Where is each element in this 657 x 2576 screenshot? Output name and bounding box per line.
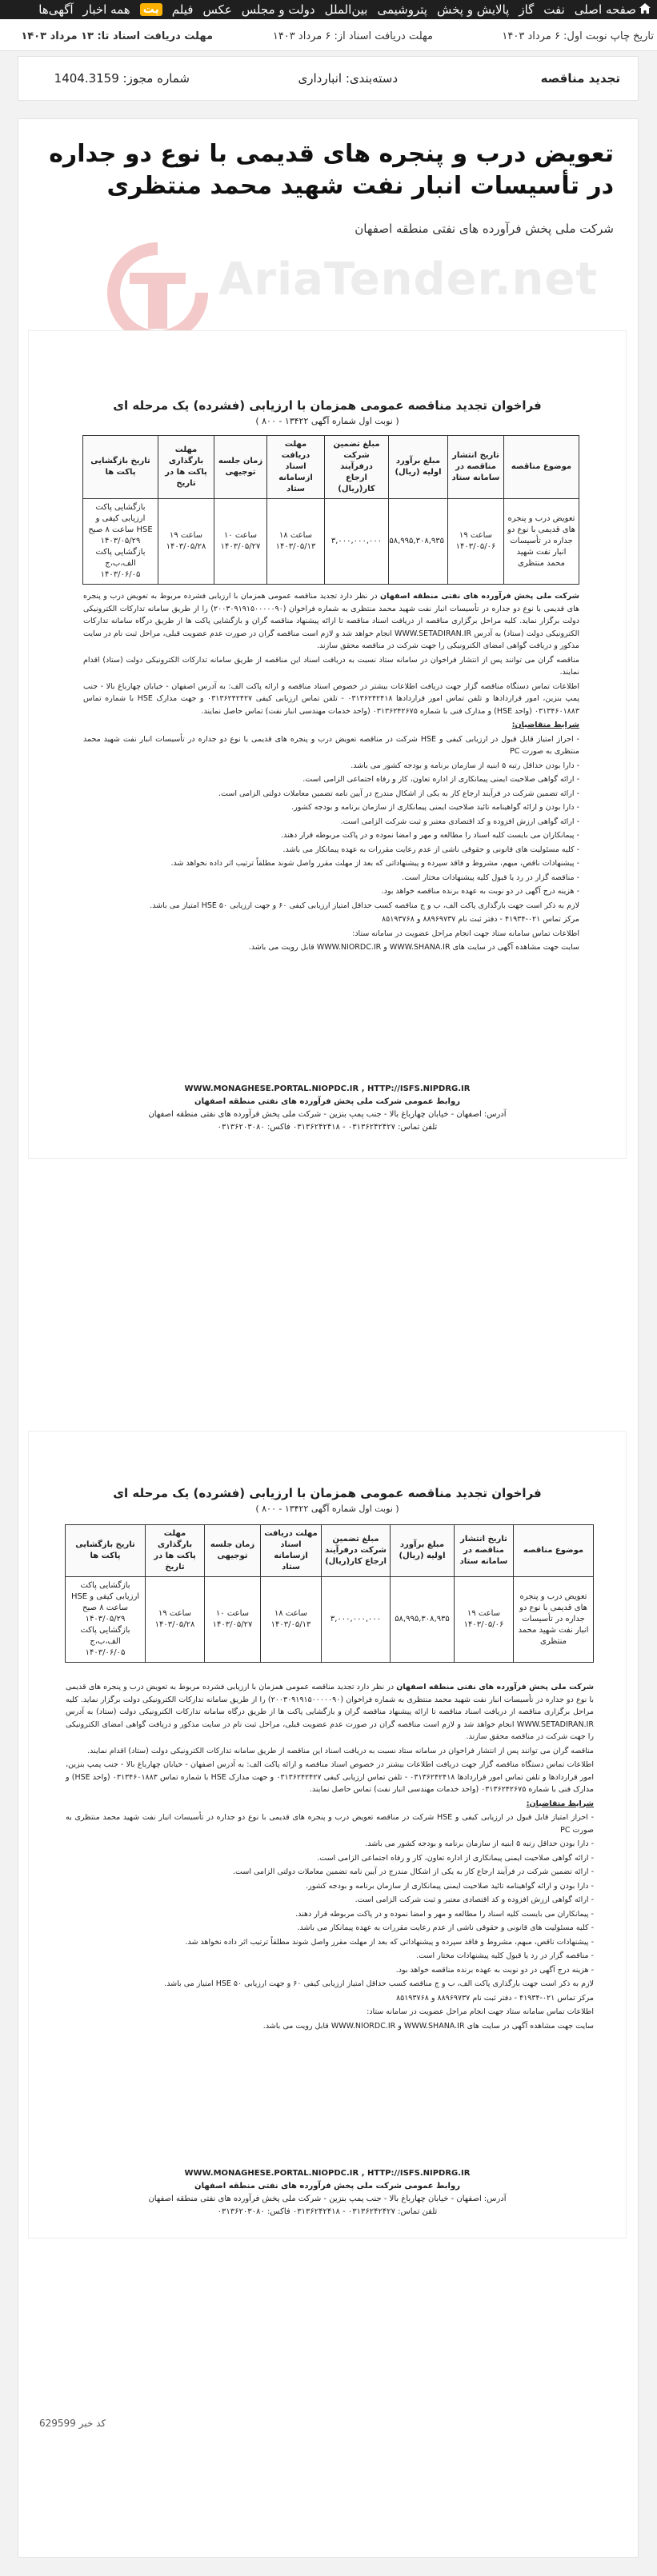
table-header-cell: تاریخ بازگشایی پاکت ها <box>66 1525 146 1577</box>
doc-intro-lead: شرکت ملی پخش فرآورده های نفتی منطقه اصفهان <box>380 592 579 601</box>
nav-item-government[interactable]: دولت و مجلس <box>241 2 315 17</box>
doc-paragraph: لازم به ذکر است جهت بارگذاری پاکت الف، ب و ج مناقصه کسب حداقل امتیاز ارزیابی کیفی ۶۰ و جهت ارزیابی HSE ۵۰ امتیاز می باشد. <box>164 1979 594 1988</box>
doc-subheading: ( نوبت اول شماره آگهی ۱۳۴۲۲ - ۸۰۰ ) <box>255 1504 399 1514</box>
doc-subheading: ( نوبت اول شماره آگهی ۱۳۴۲۲ - ۸۰۰ ) <box>255 416 399 426</box>
table-cell: ساعت ۱۹ ۱۴۰۳/۰۵/۲۸ <box>146 1577 205 1663</box>
doc-paragraph: اطلاعات تماس دستگاه مناقصه گزار جهت دریافت اطلاعات بیشتر در خصوص اسناد مناقصه و ارائه پاکت الف: به آدرس اصفهان - خیابان چهارباغ بالا - جنب پمپ بنزین، امور قراردادها و تلفن تماس امور قراردادها ۰۳۱۳۶۲۴۲۴۱۸ - تلفن تماس ارزیابی کیفی ۰۳۱۳۶۲۴۲۴۲۷ و جهت مدارک HSE با شماره تماس ۰۳۱۳۴۶۰۱۸۸۳ (واحد HSE) و مدارک فنی با شماره ۰۳۱۳۶۲۴۲۶۷۵ (واحد خدمات مهندسی انبار نفت) تماس حاصل نمایند. <box>66 1760 594 1794</box>
doc-body <box>66 1681 594 2034</box>
news-code <box>39 2418 106 2429</box>
receive-until-date: مهلت دریافت اسناد تا: ۱۳ مرداد ۱۴۰۳ <box>21 30 213 42</box>
doc-paragraph: - پیشنهادات ناقص، مبهم، مشروط و فاقد سپرده و پیشنهاداتی که بعد از مهلت مقرر واصل شوند مطلقاً ترتیب اثر داده نخواهد شد. <box>185 1937 594 1947</box>
doc-footer <box>29 2167 626 2219</box>
table-row <box>66 1577 594 1663</box>
doc-footer-phone: تلفن تماس: ۰۳۱۳۶۲۴۲۴۲۷ - ۰۳۱۳۶۲۴۲۴۱۸ فاکس: ۰۳۱۳۶۲۰۳۰۸۰ <box>217 2207 438 2216</box>
receive-from-date: مهلت دریافت اسناد از: ۶ مرداد ۱۴۰۳ <box>272 30 433 42</box>
tender-card <box>18 118 639 2558</box>
tender-table <box>65 1524 594 1663</box>
doc-body <box>83 590 579 956</box>
doc-paragraph: - پیمانکاران می بایست کلیه اسناد را مطالعه و مهر و امضا نموده و در پاکت مربوطه قرار دهند. <box>281 831 579 840</box>
doc-paragraph: شرایط متقاضیان: <box>526 1799 594 1808</box>
home-icon <box>639 2 651 17</box>
doc-paragraph: - ارائه تضمین شرکت در فرآیند ارجاع کار به یکی از اشکال مندرج در آیین نامه تضمین معاملات دولتی الزامی است. <box>218 789 579 798</box>
nav-item-ads[interactable]: آگهی‌ها <box>38 2 74 17</box>
news-code-value: 629599 <box>39 2418 76 2429</box>
doc-footer-name: روابط عمومی شرکت ملی پخش فرآورده های نفتی منطقه اصفهان <box>194 2182 460 2191</box>
doc-paragraph: اطلاعات تماس سامانه ستاد جهت انجام مراحل عضویت در سامانه ستاد: <box>352 929 579 938</box>
table-header-cell: موضوع مناقصه <box>504 436 579 499</box>
table-header-cell: مبلغ تضمین شرکت درفرآیند ارجاع کار(ریال) <box>322 1525 391 1577</box>
doc-paragraph: - دارا بودن و ارائه گواهینامه تائید صلاحیت ایمنی پیمانکاری از سازمان برنامه و بودجه کشور. <box>306 1881 594 1891</box>
site-logo[interactable]: پت <box>140 3 162 16</box>
doc-paragraph: - هزینه درج آگهی در دو نوبت به عهده برنده مناقصه خواهد بود. <box>381 887 579 896</box>
tender-info-bar <box>18 56 639 101</box>
table-cell: بازگشایی پاکت ارزیابی کیفی و HSE ساعت ۸ صبح ۱۴۰۳/۰۵/۲۹ بازگشایی پاکت الف،ب،ج ۱۴۰۳/۰۶/۰۵ <box>83 499 158 585</box>
doc-paragraph: مناقصه گران می توانند پس از انتشار فراخوان در سامانه ستاد نسبت به دریافت اسناد این مناقصه از طریق سامانه تدارکات الکترونیکی دولت (ستاد) اقدام نمایند. <box>87 1746 594 1755</box>
nav-home-label: صفحه اصلی <box>574 2 636 17</box>
table-cell: ۳,۰۰۰,۰۰۰,۰۰۰ <box>322 1577 391 1663</box>
tender-scan-1 <box>28 330 627 1159</box>
table-header-cell: مبلغ تضمین شرکت درفرآیند ارجاع کار(ریال) <box>325 436 389 499</box>
doc-paragraph: - ارائه گواهی ارزش افزوده و کد اقتصادی معتبر و ثبت شرکت الزامی است. <box>355 1895 594 1904</box>
doc-paragraph: مناقصه گران می توانند پس از انتشار فراخوان در سامانه ستاد نسبت به دریافت اسناد این مناقصه از طریق سامانه تدارکات الکترونیکی دولت (ستاد) اقدام نمایند. <box>83 655 579 677</box>
table-cell: ساعت ۱۰ ۱۴۰۳/۰۵/۲۷ <box>214 499 267 585</box>
doc-footer <box>29 1083 626 1134</box>
table-header-cell: مهلت دریافت اسناد ازسامانه ستاد <box>267 436 325 499</box>
table-header-row <box>66 1525 594 1577</box>
doc-footer-address: آدرس: اصفهان - خیابان چهارباغ بالا - جنب پمپ بنزین - شرکت ملی پخش فرآورده های نفتی منطقه اصفهان <box>148 2195 507 2203</box>
table-cell: تعویض درب و پنجره های قدیمی با نوع دو جداره در تأسیسات انبار نفت شهید محمد منتظری <box>514 1577 594 1663</box>
doc-paragraph: - پیمانکاران می بایست کلیه اسناد را مطالعه و مهر و امضا نموده و در پاکت مربوطه قرار دهند. <box>295 1909 594 1919</box>
tender-title: تعویض درب و پنجره های قدیمی با نوع دو جداره در تأسیسات انبار نفت شهید محمد منتظری <box>49 140 614 200</box>
doc-paragraph: - احراز امتیاز قابل قبول در ارزیابی کیفی و HSE شرکت در مناقصه تعویض درب و پنجره های قدیمی با نوع دو جداره در تأسیسات انبار نفت شهید محمد منتظری به صورت PC <box>83 734 579 756</box>
doc-intro: در نظر دارد تجدید مناقصه عمومی همزمان با ارزیابی فشرده مربوط به تعویض درب و پنجره های قدیمی با نوع دو جداره در تأسیسات انبار نفت شهید محمد منتظری به شماره فراخوان (۲۰۰۳۰۹۱۹۱۵۰۰۰۰۰۹۰) را از طریق سامانه تدارکات الکترونیکی دولت برگزار نماید. کلیه مراحل برگزاری مناقصه از دریافت اسناد مناقصه تا ارائه پیشنهاد مناقصه گران و بازگشایی پاکت ها از طریق درگاه سامانه تدارکات الکترونیکی دولت (ستاد) به آدرس WWW.SETADIRAN.IR انجام خواهد شد و لازم است مناقصه گران در صورت عدم عضویت قبلی، مراحل ثبت نام در سایت مذکور و دریافت گواهی امضای الکترونیکی را جهت شرکت در مناقصه محقق سازند. <box>83 592 580 650</box>
table-header-cell: مبلغ برآورد اولیه (ریال) <box>391 1525 455 1577</box>
watermark-logo-icon <box>102 241 214 340</box>
doc-footer-address: آدرس: اصفهان - خیابان چهارباغ بالا - جنب پمپ بنزین - شرکت ملی پخش فرآورده های نفتی منطقه اصفهان <box>148 1110 507 1119</box>
table-cell: بازگشایی پاکت ارزیابی کیفی و HSE ساعت ۸ صبح ۱۴۰۳/۰۵/۲۹ بازگشایی پاکت الف،ب،ج ۱۴۰۳/۰۶/۰۵ <box>66 1577 146 1663</box>
doc-paragraph: - ارائه گواهی صلاحیت ایمنی پیمانکاری از اداره تعاون، کار و رفاه اجتماعی الزامی است. <box>317 1853 594 1863</box>
doc-paragraph: مرکز تماس ۰۲۱-۴۱۹۳۴ - دفتر ثبت نام ۸۸۹۶۹۷۳۷ و ۸۵۱۹۳۷۶۸ <box>396 1993 594 2003</box>
doc-paragraph: - کلیه مسئولیت های قانونی و حقوقی ناشی از عدم رعایت مقررات به عهده پیمانکار می باشد. <box>282 845 579 854</box>
tender-scan-2 <box>28 1431 627 2239</box>
tender-dates <box>0 19 657 51</box>
table-cell: ساعت ۱۰ ۱۴۰۳/۰۵/۲۷ <box>205 1577 261 1663</box>
table-cell: ۵۸,۹۹۵,۳۰۸,۹۳۵ <box>389 499 448 585</box>
doc-paragraph: - مناقصه گزار در رد یا قبول کلیه پیشنهادات مختار است. <box>416 1951 594 1960</box>
doc-footer-name: روابط عمومی شرکت ملی پخش فرآورده های نفتی منطقه اصفهان <box>194 1097 460 1106</box>
doc-paragraph: - هزینه درج آگهی در دو نوبت به عهده برنده مناقصه خواهد بود. <box>395 1965 594 1975</box>
doc-paragraph: - دارا بودن حداقل رتبه ۵ ابنیه از سازمان برنامه و بودجه کشور می باشد. <box>351 761 579 770</box>
tender-type: تجدید مناقصه <box>540 71 620 86</box>
table-header-cell: موضوع مناقصه <box>514 1525 594 1577</box>
table-header-cell: زمان جلسه توجیهی <box>214 436 267 499</box>
table-cell: ساعت ۱۹ ۱۴۰۳/۰۵/۰۶ <box>448 499 504 585</box>
nav-item-gas[interactable]: گاز <box>519 2 535 17</box>
doc-paragraph: - ارائه گواهی صلاحیت ایمنی پیمانکاری از اداره تعاون، کار و رفاه اجتماعی الزامی است. <box>302 775 579 784</box>
doc-footer-links: WWW.MONAGHESE.PORTAL.NIOPDC.IR , HTTP://ISFS.NIPDRG.IR <box>184 1084 471 1093</box>
doc-heading: فراخوان تجدید مناقصه عمومی همزمان با ارزیابی (فشرده) یک مرحله ای <box>113 398 542 413</box>
watermark-text: AriaTender.net <box>218 254 599 306</box>
table-cell: ۵۸,۹۹۵,۳۰۸,۹۳۵ <box>391 1577 455 1663</box>
table-cell: ۳,۰۰۰,۰۰۰,۰۰۰ <box>325 499 389 585</box>
table-cell: تعویض درب و پنجره های قدیمی با نوع دو جداره در تأسیسات انبار نفت شهید محمد منتظری <box>504 499 579 585</box>
tender-organization: شرکت ملی پخش فرآورده های نفتی منطقه اصفهان <box>355 222 614 236</box>
nav-item-oil[interactable]: نفت <box>543 2 565 17</box>
table-header-cell: مهلت بارگذاری پاکت ها در تاریخ <box>146 1525 205 1577</box>
top-navigation <box>0 0 657 19</box>
nav-item-refining[interactable]: پالایش و پخش <box>436 2 510 17</box>
permit-number: شماره مجوز: 1404.3159 <box>54 71 190 86</box>
doc-paragraph: - احراز امتیاز قابل قبول در ارزیابی کیفی و HSE شرکت در مناقصه تعویض درب و پنجره های قدیمی با نوع دو جداره در تأسیسات انبار نفت شهید محمد منتظری به صورت PC <box>66 1813 594 1835</box>
doc-paragraph: - ارائه تضمین شرکت در فرآیند ارجاع کار به یکی از اشکال مندرج در آیین نامه تضمین معاملات دولتی الزامی است. <box>233 1867 594 1876</box>
print-date: تاریخ چاپ نوبت اول: ۶ مرداد ۱۴۰۳ <box>502 30 654 42</box>
table-header-cell: زمان جلسه توجیهی <box>205 1525 261 1577</box>
table-cell: ساعت ۱۹ ۱۴۰۳/۰۵/۲۸ <box>158 499 214 585</box>
tender-table <box>82 435 579 585</box>
doc-intro-lead: شرکت ملی پخش فرآورده های نفتی منطقه اصفهان <box>396 1683 595 1691</box>
nav-item-international[interactable]: بین‌الملل <box>324 2 368 17</box>
doc-paragraph: اطلاعات تماس دستگاه مناقصه گزار جهت دریافت اطلاعات بیشتر در خصوص اسناد مناقصه و ارائه پاکت الف: به آدرس اصفهان - خیابان چهارباغ بالا - جنب پمپ بنزین، امور قراردادها و تلفن تماس امور قراردادها ۰۳۱۳۶۲۴۲۴۱۸ - تلفن تماس ارزیابی کیفی ۰۳۱۳۶۲۴۲۴۲۷ و جهت مدارک HSE با شماره تماس ۰۳۱۳۴۶۰۱۸۸۳ (واحد HSE) و مدارک فنی با شماره ۰۳۱۳۶۲۴۲۶۷۵ (واحد خدمات مهندسی انبار نفت) تماس حاصل نمایند. <box>83 681 580 716</box>
nav-item-all-news[interactable]: همه اخبار <box>82 2 130 17</box>
doc-paragraph: اطلاعات تماس سامانه ستاد جهت انجام مراحل عضویت در سامانه ستاد: <box>367 2007 594 2016</box>
table-header-cell: تاریخ انتشار مناقصه در سامانه ستاد <box>448 436 504 499</box>
doc-intro: در نظر دارد تجدید مناقصه عمومی همزمان با ارزیابی فشرده مربوط به تعویض درب و پنجره های قدیمی با نوع دو جداره در تأسیسات انبار نفت شهید محمد منتظری به شماره فراخوان (۲۰۰۳۰۹۱۹۱۵۰۰۰۰۰۹۰) را از طریق سامانه تدارکات الکترونیکی دولت برگزار نماید. کلیه مراحل برگزاری مناقصه از دریافت اسناد مناقصه تا ارائه پیشنهاد مناقصه گران و بازگشایی پاکت ها از طریق درگاه سامانه تدارکات الکترونیکی دولت (ستاد) به آدرس WWW.SETADIRAN.IR انجام خواهد شد و لازم است مناقصه گران در صورت عدم عضویت قبلی، مراحل ثبت نام در سایت مذکور و دریافت گواهی امضای الکترونیکی را جهت شرکت در مناقصه محقق سازند. <box>66 1683 594 1741</box>
doc-paragraph: شرایط متقاضیان: <box>511 721 579 729</box>
nav-item-photo[interactable]: عکس <box>202 2 232 17</box>
doc-paragraph: - کلیه مسئولیت های قانونی و حقوقی ناشی از عدم رعایت مقررات به عهده پیمانکار می باشد. <box>297 1923 594 1932</box>
doc-footer-links: WWW.MONAGHESE.PORTAL.NIOPDC.IR , HTTP://ISFS.NIPDRG.IR <box>184 2169 471 2178</box>
table-header-cell: تاریخ انتشار مناقصه در سامانه ستاد <box>455 1525 514 1577</box>
table-cell: ساعت ۱۹ ۱۴۰۳/۰۵/۰۶ <box>455 1577 514 1663</box>
doc-paragraph: - پیشنهادات ناقص، مبهم، مشروط و فاقد سپرده و پیشنهاداتی که بعد از مهلت مقرر واصل شوند مطلقاً ترتیب اثر داده نخواهد شد. <box>170 859 579 868</box>
news-code-label: کد خبر <box>78 2418 106 2429</box>
table-header-cell: مبلغ برآورد اولیه (ریال) <box>389 436 448 499</box>
doc-heading: فراخوان تجدید مناقصه عمومی همزمان با ارزیابی (فشرده) یک مرحله ای <box>113 1486 542 1500</box>
doc-paragraph: - دارا بودن حداقل رتبه ۵ ابنیه از سازمان برنامه و بودجه کشور می باشد. <box>365 1839 594 1848</box>
doc-paragraph: مرکز تماس ۰۲۱-۴۱۹۳۴ - دفتر ثبت نام ۸۸۹۶۹۷۳۷ و ۸۵۱۹۳۷۶۸ <box>382 915 579 924</box>
nav-home[interactable] <box>575 2 651 17</box>
table-header-cell: مهلت بارگذاری پاکت ها در تاریخ <box>158 436 214 499</box>
doc-paragraph: - ارائه گواهی ارزش افزوده و کد اقتصادی معتبر و ثبت شرکت الزامی است. <box>340 817 579 826</box>
nav-item-video[interactable]: فیلم <box>171 2 194 17</box>
table-header-cell: مهلت دریافت اسناد ازسامانه ستاد <box>261 1525 322 1577</box>
table-cell: ساعت ۱۸ ۱۴۰۳/۰۵/۱۳ <box>261 1577 322 1663</box>
doc-paragraph: - دارا بودن و ارائه گواهینامه تائید صلاحیت ایمنی پیمانکاری از سازمان برنامه و بودجه کشور. <box>291 803 579 812</box>
nav-item-petrochemical[interactable]: پتروشیمی <box>377 2 427 17</box>
doc-paragraph: سایت جهت مشاهده آگهی در سایت های WWW.SHANA.IR و WWW.NIORDC.IR قابل رویت می باشد. <box>248 943 579 952</box>
table-row <box>83 499 579 585</box>
doc-paragraph: - مناقصه گزار در رد یا قبول کلیه پیشنهادات مختار است. <box>402 873 579 882</box>
table-cell: ساعت ۱۸ ۱۴۰۳/۰۵/۱۳ <box>267 499 325 585</box>
table-header-row <box>83 436 579 499</box>
doc-paragraph: لازم به ذکر است جهت بارگذاری پاکت الف، ب و ج مناقصه کسب حداقل امتیاز ارزیابی کیفی ۶۰ و جهت ارزیابی HSE ۵۰ امتیاز می باشد. <box>150 901 579 910</box>
tender-category: دسته‌بندی: انبارداری <box>298 71 398 86</box>
table-header-cell: تاریخ بازگشایی پاکت ها <box>83 436 158 499</box>
doc-footer-phone: تلفن تماس: ۰۳۱۳۶۲۴۲۴۲۷ - ۰۳۱۳۶۲۴۲۴۱۸ فاکس: ۰۳۱۳۶۲۰۳۰۸۰ <box>217 1123 438 1132</box>
doc-paragraph: سایت جهت مشاهده آگهی در سایت های WWW.SHANA.IR و WWW.NIORDC.IR قابل رویت می باشد. <box>262 2021 594 2031</box>
